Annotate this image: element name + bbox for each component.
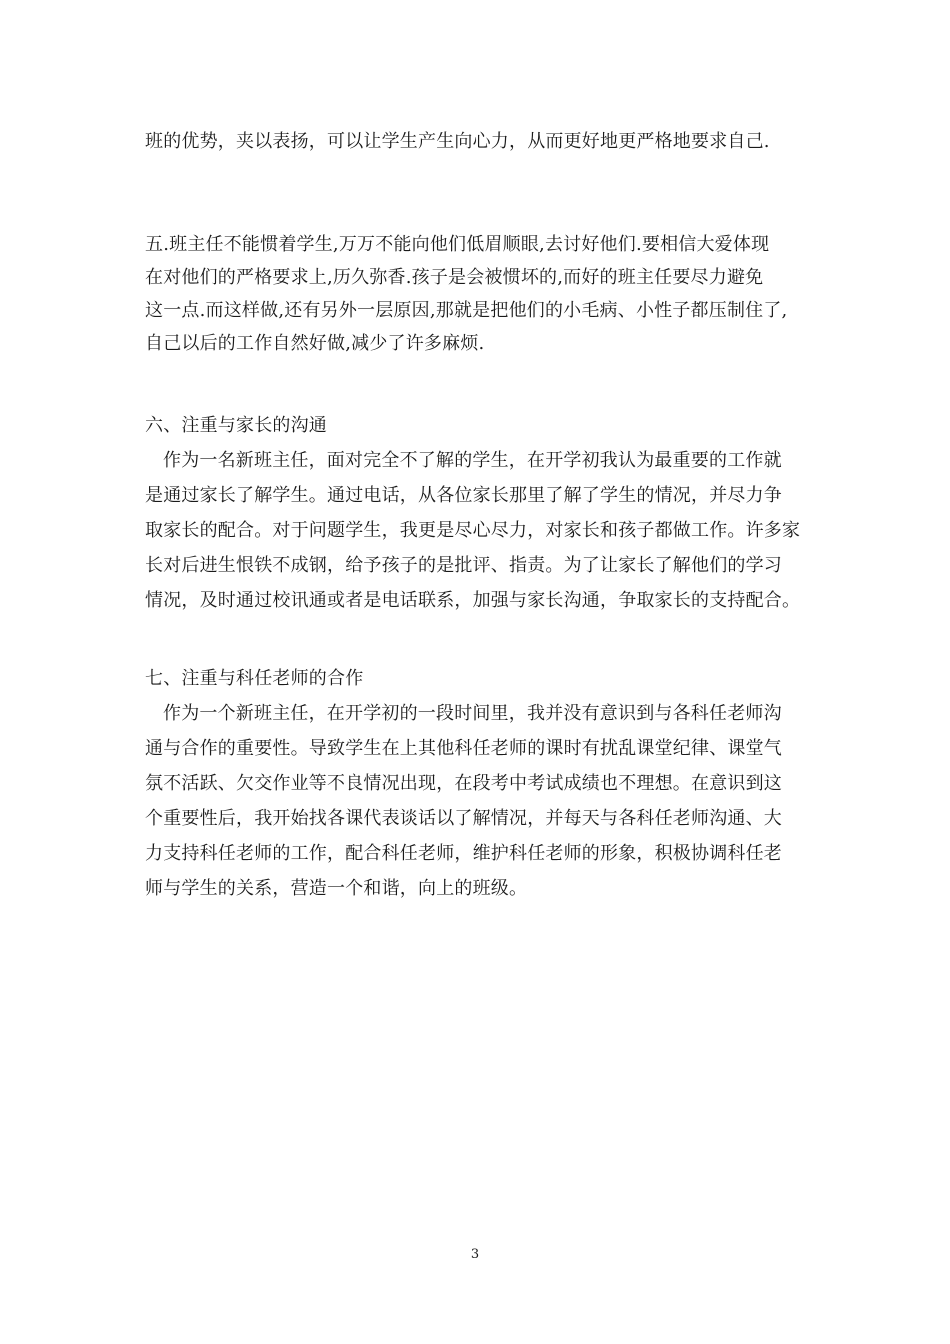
section-heading: 六、注重与家长的沟通	[145, 415, 327, 436]
paragraph-line: 个重要性后，我开始找各课代表谈话以了解情况，并每天与各科任老师沟通、大	[145, 808, 782, 829]
paragraph-line: 情况，及时通过校讯通或者是电话联系，加强与家长沟通，争取家长的支持配合。	[145, 590, 801, 611]
page-number: 3	[470, 1247, 480, 1262]
paragraph-line: 五.班主任不能惯着学生,万万不能向他们低眉顺眼,去讨好他们.要相信大爱体现	[145, 234, 770, 255]
section-heading: 七、注重与科任老师的合作	[145, 668, 364, 689]
paragraph-line: 长对后进生恨铁不成钢，给予孩子的是批评、指责。为了让家长了解他们的学习	[145, 555, 782, 576]
paragraph-line: 氛不活跃、欠交作业等不良情况出现，在段考中考试成绩也不理想。在意识到这	[145, 773, 782, 794]
paragraph-line: 力支持科任老师的工作，配合科任老师，维护科任老师的形象，积极协调科任老	[145, 843, 782, 864]
paragraph-line: 取家长的配合。对于问题学生，我更是尽心尽力，对家长和孩子都做工作。许多家	[145, 520, 801, 541]
paragraph-line: 是通过家长了解学生。通过电话，从各位家长那里了解了学生的情况，并尽力争	[145, 485, 782, 506]
paragraph-line: 师与学生的关系，营造一个和谐，向上的班级。	[145, 878, 528, 899]
paragraph-line: 作为一名新班主任，面对完全不了解的学生，在开学初我认为最重要的工作就	[163, 450, 782, 471]
paragraph-line: 作为一个新班主任，在开学初的一段时间里，我并没有意识到与各科任老师沟	[163, 703, 782, 724]
paragraph-line: 通与合作的重要性。导致学生在上其他科任老师的课时有扰乱课堂纪律、课堂气	[145, 738, 782, 759]
paragraph-line: 在对他们的严格要求上,历久弥香.孩子是会被惯坏的,而好的班主任要尽力避免	[145, 267, 764, 288]
paragraph-line: 自己以后的工作自然好做,减少了许多麻烦.	[145, 333, 485, 354]
paragraph-line: 这一点.而这样做,还有另外一层原因,那就是把他们的小毛病、小性子都压制住了,	[145, 300, 788, 321]
paragraph-line: 班的优势，夹以表扬，可以让学生产生向心力，从而更好地更严格地要求自己.	[145, 131, 770, 152]
